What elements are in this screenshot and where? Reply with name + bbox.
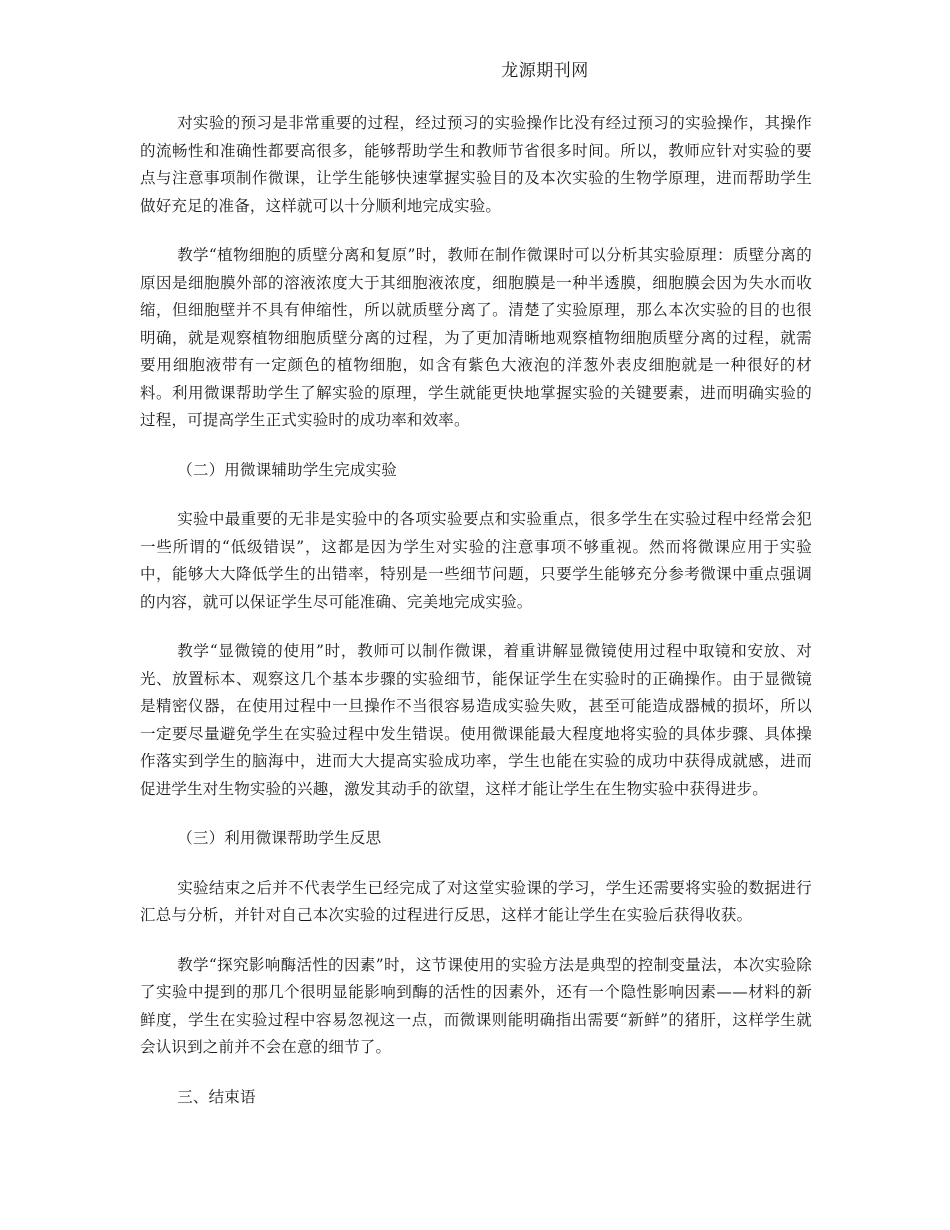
section-heading: （二）用微课辅助学生完成实验 bbox=[177, 460, 397, 479]
paragraph: 教学“植物细胞的质壁分离和复原”时，教师在制作微课时可以分析其实验原理：质壁分离的原因是细胞膜外部的溶液浓度大于其细胞液浓度，细胞膜是一种半透膜，细胞膜会因为失水而收缩，但细胞壁并不具有伸缩性，所以就质壁分离了。清楚了实验原理，那么本次实验的目的也很明确，就是观察植物细胞质壁分离的过程，为了更加清晰地观察植物细胞质壁分离的过程，就需要用细胞液带有一定颜色的植物细胞，如含有紫色大液泡的洋葱外表皮细胞就是一种很好的材料。利用微课帮助学生了解实验的原理，学生就能更快地掌握实验的关键要素，进而明确实验的过程，可提高学生正式实验时的成功率和效率。 bbox=[140, 246, 812, 429]
paragraph: 教学“显微镜的使用”时，教师可以制作微课，着重讲解显微镜使用过程中取镜和安放、对光、放置标本、观察这几个基本步骤的实验细节，能保证学生在实验时的正确操作。由于显微镜是精密仪器，在使用过程中一旦操作不当很容易造成实验失败，甚至可能造成器械的损坏，所以一定要尽量避免学生在实验过程中发生错误。使用微课能最大程度地将实验的具体步骤、具体操作落实到学生的脑海中，进而大大提高实验成功率，学生也能在实验的成功中获得成就感，进而促进学生对生物实验的兴趣，激发其动手的欲望，这样才能让学生在生物实验中获得进步。 bbox=[140, 642, 812, 798]
section-heading: （三）利用微课帮助学生反思 bbox=[177, 829, 382, 847]
section-heading: 三、结束语 bbox=[177, 1087, 256, 1106]
page-header bbox=[0, 56, 950, 81]
article-body bbox=[140, 110, 812, 1133]
paragraph: 对实验的预习是非常重要的过程，经过预习的实验操作比没有经过预习的实验操作，其操作的流畅性和准确性都要高很多，能够帮助学生和教师节省很多时间。所以，教师应针对实验的要点与注意事项制作微课，让学生能够快速掌握实验目的及本次实验的生物学原理，进而帮助学生做好充足的准备，这样就可以十分顺利地完成实验。 bbox=[140, 114, 812, 215]
paragraph: 教学“探究影响酶活性的因素”时，这节课使用的实验方法是典型的控制变量法，本次实验除了实验中提到的那几个很明显能影响到酶的活性的因素外，还有一个隐性影响因素——材料的新鲜度，学生在实验过程中容易忽视这一点，而微课则能明确指出需要“新鲜”的猪肝，这样学生就会认识到之前并不会在意的细节了。 bbox=[140, 955, 812, 1056]
site-name: 龙源期刊网 bbox=[501, 61, 589, 81]
paragraph: 实验中最重要的无非是实验中的各项实验要点和实验重点，很多学生在实验过程中经常会犯一些所谓的“低级错误”，这都是因为学生对实验的注意事项不够重视。然而将微课应用于实验中，能够大大降低学生的出错率，特别是一些细节问题，只要学生能够充分参考微课中重点强调的内容，就可以保证学生尽可能准确、完美地完成实验。 bbox=[140, 510, 812, 611]
paragraph: 实验结束之后并不代表学生已经完成了对这堂实验课的学习，学生还需要将实验的数据进行汇总与分析，并针对自己本次实验的过程进行反思，这样才能让学生在实验后获得收获。 bbox=[140, 878, 812, 924]
